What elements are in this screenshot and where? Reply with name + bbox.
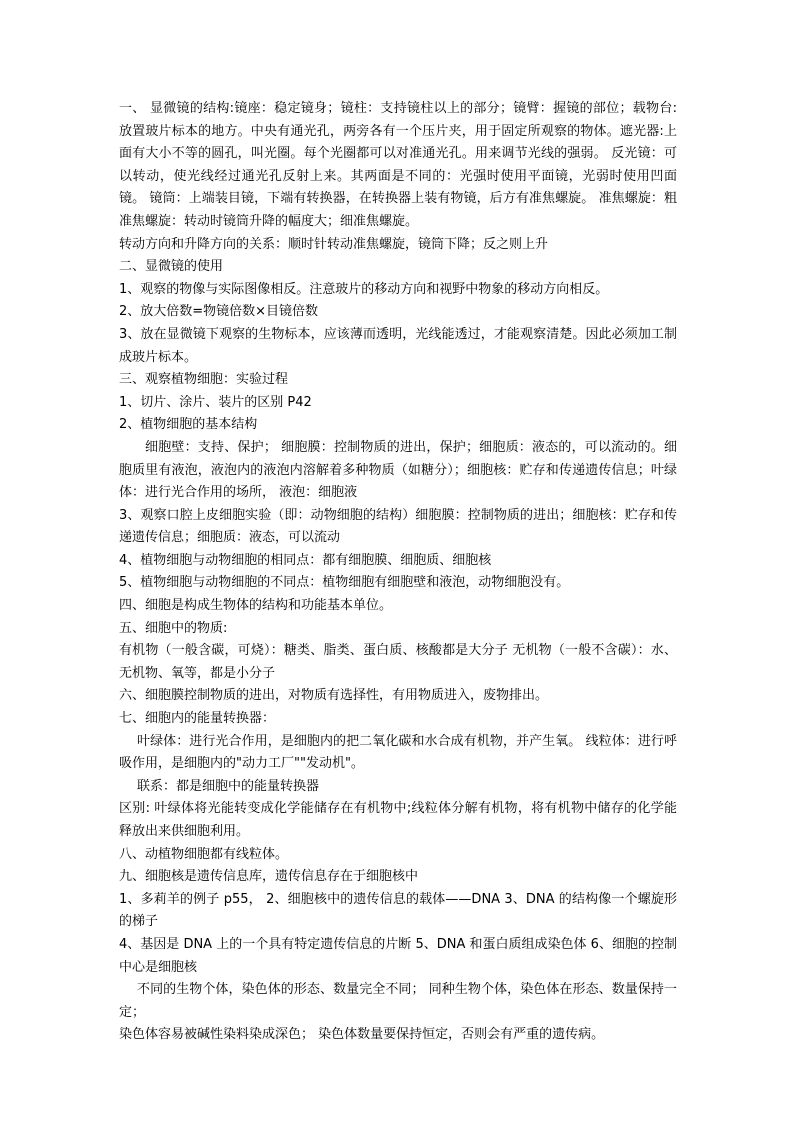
document-body — [119, 98, 677, 1047]
section-heading-cell-substances: 五、细胞中的物质: — [119, 620, 228, 636]
list-item: 5、植物细胞与动物细胞的不同点：植物细胞有细胞壁和液泡，动物细胞没有。 — [119, 575, 570, 591]
paragraph-chromosome-form: 不同的生物个体，染色体的形态、数量完全不同； 同种生物个体，染色体在形态、数量保持一定； — [119, 982, 677, 1020]
list-item: 3、放在显微镜下观察的生物标本，应该薄而透明，光线能透过，才能观察清楚。因此必须加工制成玻片标本。 — [119, 326, 677, 365]
paragraph-plant-cell-structure: 细胞壁：支持、保护； 细胞膜：控制物质的进出，保护；细胞质：液态的，可以流动的。细胞质里有液泡，液泡内的液泡内溶解着多种物质（如糖分）；细胞核：贮存和传递遗传信息；叶绿体：进行光合作用的场所， 液泡：细胞液 — [119, 439, 677, 501]
list-item: 2、放大倍数=物镜倍数×目镜倍数 — [119, 304, 319, 320]
section-heading-energy-converters: 七、细胞内的能量转换器： — [119, 711, 276, 727]
paragraph-chloroplast-mitochondria: 叶绿体：进行光合作用，是细胞内的把二氧化碳和水合成有机物，并产生氧。 线粒体：进行呼吸作用，是细胞内的"动力工厂""发动机"。 — [119, 733, 677, 772]
list-item: 1、切片、涂片、装片的区别 P42 — [119, 394, 312, 410]
section-heading-cell-unit: 四、细胞是构成生物体的结构和功能基本单位。 — [119, 598, 393, 614]
section-heading-plant-cell: 三、观察植物细胞：实验过程 — [119, 372, 289, 388]
paragraph-connection: 联系：都是细胞中的能量转换器 — [137, 778, 320, 794]
list-item: 4、植物细胞与动物细胞的相同点：都有细胞膜、细胞质、细胞核 — [119, 552, 492, 568]
list-item: 1、观察的物像与实际图像相反。注意玻片的移动方向和视野中物象的移动方向相反。 — [119, 281, 609, 297]
section-heading-cell-membrane: 六、细胞膜控制物质的进出，对物质有选择性，有用物质进入，废物排出。 — [119, 688, 549, 704]
paragraph-difference: 区别: 叶绿体将光能转变成化学能储存在有机物中;线粒体分解有机物，将有机物中储存的化学能释放出来供细胞利用。 — [119, 801, 677, 839]
paragraph-focus-direction: 转动方向和升降方向的关系：顺时针转动准焦螺旋，镜筒下降；反之则上升 — [119, 236, 549, 252]
section-heading-nucleus: 九、细胞核是遗传信息库，遗传信息存在于细胞核中 — [119, 869, 419, 885]
paragraph-organic-inorganic: 有机物（一般含碳，可烧）：糖类、脂类、蛋白质、核酸都是大分子 无机物（一般不含碳）：水、无机物、氧等，都是小分子 — [119, 643, 677, 681]
list-item: 2、植物细胞的基本结构 — [119, 417, 258, 433]
list-item: 1、多莉羊的例子 p55， 2、细胞核中的遗传信息的载体——DNA 3、DNA 的结构像一个螺旋形的梯子 — [119, 891, 677, 930]
paragraph-chromosome-stain: 染色体容易被碱性染料染成深色； 染色体数量要保持恒定，否则会有严重的遗传病。 — [119, 1027, 605, 1043]
paragraph-microscope-structure: 一、 显微镜的结构:镜座：稳定镜身；镜柱：支持镜柱以上的部分；镜臂：握镜的部位；载物台:放置玻片标本的地方。中央有通光孔，两旁各有一个压片夹，用于固定所观察的物体。遮光器:上面有大小不等的圆孔，叫光圈。每个光圈都可以对准通光孔。用来调节光线的强弱。 反光镜：可以转动，使光线经过通光孔反射上来。其两面是不同的：光强时使用平面镜，光弱时使用凹面镜。 镜筒：上端装目镜，下端有转换器，在转换器上装有物镜，后方有准焦螺旋。 准焦螺旋：粗准焦螺旋：转动时镜筒升降的幅度大；细准焦螺旋。 — [119, 101, 677, 229]
section-heading-mitochondria: 八、动植物细胞都有线粒体。 — [119, 846, 289, 862]
list-item: 3、观察口腔上皮细胞实验（即：动物细胞的结构）细胞膜：控制物质的进出；细胞核：贮存和传递遗传信息；细胞质：液态，可以流动 — [119, 507, 677, 546]
section-heading-microscope-use: 二、显微镜的使用 — [119, 259, 224, 275]
list-item: 4、基因是 DNA 上的一个具有特定遗传信息的片断 5、DNA 和蛋白质组成染色体 6、细胞的控制中心是细胞核 — [119, 936, 677, 975]
